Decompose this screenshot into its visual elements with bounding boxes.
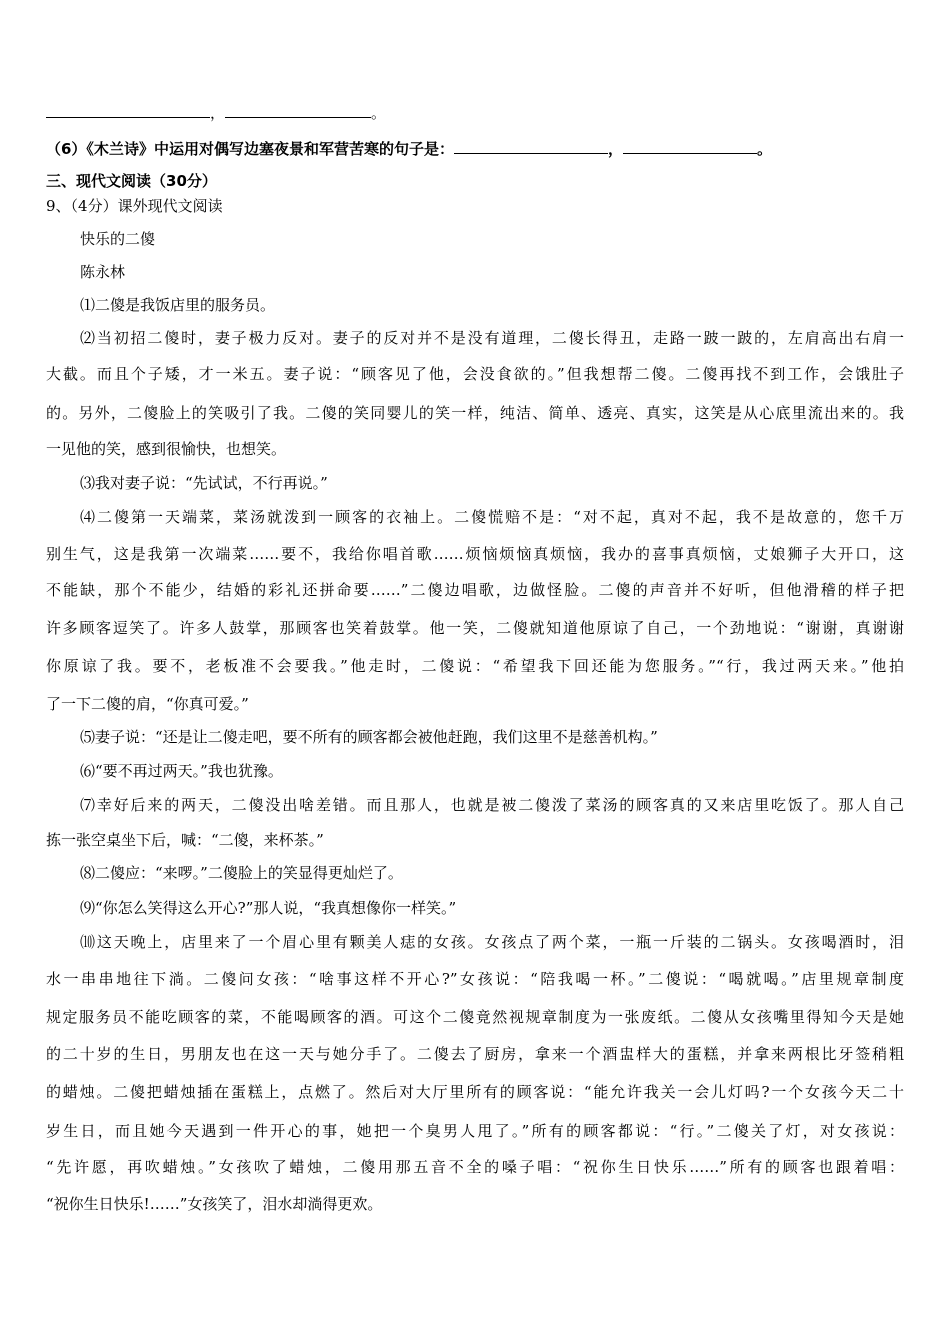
article-line: 岁生日，而且她今天遇到一件开心的事，她把一个臭男人甩了。”所有的顾客都说：“行。”二傻关了灯，对女孩说： <box>46 1122 904 1140</box>
article-line: 规定服务员不能吃顾客的菜，不能喝顾客的酒。可这个二傻竟然视规章制度为一张废纸。二傻从女孩嘴里得知今天是她 <box>46 1008 904 1026</box>
end-period: 。 <box>756 140 772 158</box>
answer-blank[interactable] <box>623 138 757 154</box>
article-line: 的。另外，二傻脸上的笑吸引了我。二傻的笑同婴儿的笑一样，纯洁、简单、透亮、真实，这笑是从心底里流出来的。我 <box>46 404 904 422</box>
article-line: ⑶我对妻子说：“先试试，不行再说。” <box>80 474 328 492</box>
article-line: 的蜡烛。二傻把蜡烛插在蛋糕上，点燃了。然后对大厅里所有的顾客说：“能允许我关一会儿灯吗?一个女孩今天二十 <box>46 1083 904 1101</box>
article-line: “祝你生日快乐!……”女孩笑了，泪水却淌得更欢。 <box>46 1195 383 1213</box>
article-line: ⑴二傻是我饭店里的服务员。 <box>80 296 276 314</box>
article-line: 不能缺，那个不能少，结婚的彩礼还拼命要……”二傻边唱歌，边做怪脸。二傻的声音并不好听，但他滑稽的样子把 <box>46 581 904 599</box>
separator-comma: ， <box>607 140 623 158</box>
end-period: 。 <box>371 104 387 122</box>
article-line: 拣一张空桌坐下后，喊：“二傻，来杯茶。” <box>46 831 324 849</box>
answer-blank-row-top <box>46 102 386 123</box>
article-line: ⑷二傻第一天端菜，菜汤就泼到一顾客的衣袖上。二傻慌赔不是：“对不起，真对不起，我不是故意的，您千万 <box>80 508 904 526</box>
article-line: 水一串串地往下淌。二傻问女孩：“啥事这样不开心?”女孩说：“陪我喝一杯。”二傻说：“喝就喝。”店里规章制度 <box>46 970 904 988</box>
article-line: 的二十岁的生日，男朋友也在这一天与她分手了。二傻去了厨房，拿来一个酒盅样大的蛋糕，并拿来两根比牙签稍粗 <box>46 1045 904 1063</box>
article-line: ⑽这天晚上，店里来了一个眉心里有颗美人痣的女孩。女孩点了两个菜，一瓶一斤装的二锅头。女孩喝酒时，泪 <box>80 933 904 951</box>
article-line: ⑹“要不再过两天。”我也犹豫。 <box>80 762 283 780</box>
article-title: 快乐的二傻 <box>80 230 156 248</box>
article-line: ⑼“你怎么笑得这么开心?”那人说，“我真想像你一样笑。” <box>80 899 457 917</box>
section-title: 三、现代文阅读（30分） <box>46 172 217 190</box>
question-9: 9、（4分）课外现代文阅读 <box>46 197 223 215</box>
answer-blank[interactable] <box>454 138 608 154</box>
article-author: 陈永林 <box>80 263 126 281</box>
article-line: 许多顾客逗笑了。许多人鼓掌，那顾客也笑着鼓掌。他一笑，二傻就知道他原谅了自己，一个劲地说：“谢谢，真谢谢 <box>46 619 904 637</box>
article-line: “先许愿，再吹蜡烛。”女孩吹了蜡烛，二傻用那五音不全的嗓子唱：“祝你生日快乐……”所有的顾客也跟着唱： <box>46 1158 904 1176</box>
article-line: 一见他的笑，感到很愉快，也想笑。 <box>46 440 287 458</box>
separator-comma: ， <box>210 104 226 122</box>
article-line: 你原谅了我。要不，老板准不会要我。”他走时，二傻说：“希望我下回还能为您服务。”“行，我过两天来。”他拍 <box>46 657 904 675</box>
question-6-label: （6）《木兰诗》中运用对偶写边塞夜景和军营苦寒的句子是： <box>46 140 454 158</box>
article-line: ⑺幸好后来的两天，二傻没出啥差错。而且那人，也就是被二傻泼了菜汤的顾客真的又来店里吃饭了。那人自己 <box>80 796 904 814</box>
article-line: 大截。而且个子矮，才一米五。妻子说：“顾客见了他，会没食欲的。”但我想帮二傻。二傻再找不到工作，会饿肚子 <box>46 365 904 383</box>
answer-blank[interactable] <box>225 102 371 118</box>
article-line: ⑸妻子说：“还是让二傻走吧，要不所有的顾客都会被他赶跑，我们这里不是慈善机构。” <box>80 728 658 746</box>
article-line: ⑻二傻应：“来啰。”二傻脸上的笑显得更灿烂了。 <box>80 864 403 882</box>
article-line: 了一下二傻的肩，“你真可爱。” <box>46 695 249 713</box>
question-6 <box>46 138 772 159</box>
article-line: ⑵当初招二傻时，妻子极力反对。妻子的反对并不是没有道理，二傻长得丑，走路一跛一跛的，左肩高出右肩一 <box>80 329 904 347</box>
answer-blank[interactable] <box>46 102 210 118</box>
article-line: 别生气，这是我第一次端菜……要不，我给你唱首歌……烦恼烦恼真烦恼，我办的喜事真烦恼，丈娘狮子大开口，这 <box>46 545 904 563</box>
